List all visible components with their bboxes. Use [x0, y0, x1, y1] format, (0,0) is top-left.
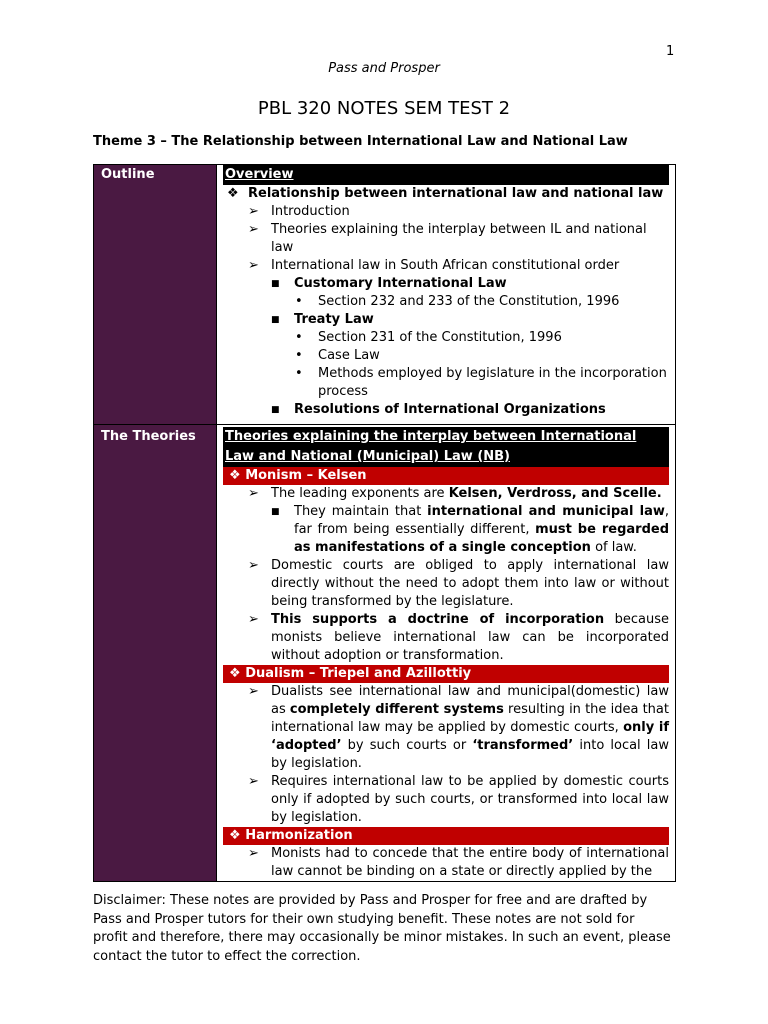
outline-item: ➢ Theories explaining the interplay between IL and national law — [248, 222, 647, 255]
arrow-bullet-icon: ➢ — [248, 204, 259, 219]
theories-row — [94, 425, 676, 882]
arrow-bullet-icon: ➢ — [248, 486, 259, 501]
outline-item: ❖ Relationship between international law and national law — [227, 186, 664, 201]
outline-item: ■ Customary International Law — [271, 276, 507, 291]
arrow-bullet-icon: ➢ — [248, 684, 259, 699]
outline-item: • Section 231 of the Constitution, 1996 — [295, 330, 562, 345]
diamond-bullet-icon: ❖ — [229, 828, 246, 843]
outline-item: • Section 232 and 233 of the Constitution, 1996 — [295, 294, 620, 309]
square-bullet-icon: ■ — [271, 315, 280, 325]
dot-bullet-icon: • — [295, 366, 303, 381]
theories-heading: Theories explaining the interplay between International Law and National (Municipal) Law (NB) — [223, 427, 669, 467]
diamond-bullet-icon: ❖ — [229, 468, 246, 483]
notes-table — [93, 164, 676, 882]
theme-heading: Theme 3 – The Relationship between International Law and National Law — [93, 134, 628, 149]
outline-item: ➢ Introduction — [248, 204, 350, 219]
page-header: Pass and Prosper — [328, 61, 440, 76]
monism-heading: ❖ Monism – Kelsen — [223, 467, 669, 485]
outline-item: • Methods employed by legislature in the incorporation process — [295, 366, 667, 399]
arrow-bullet-icon: ➢ — [248, 258, 259, 273]
monism-point: ➢ Domestic courts are obliged to apply international law directly without the need to adopt them into law or without being transformed by the legislature. — [248, 558, 669, 609]
monism-point: ➢ The leading exponents are Kelsen, Verdross, and Scelle. — [248, 486, 662, 501]
document-title: PBL 320 NOTES SEM TEST 2 — [257, 98, 511, 119]
arrow-bullet-icon: ➢ — [248, 558, 259, 573]
outline-row — [94, 165, 676, 425]
arrow-bullet-icon: ➢ — [248, 846, 259, 861]
page-number: 1 — [666, 44, 675, 59]
outline-label: Outline — [94, 165, 217, 425]
dot-bullet-icon: • — [295, 348, 303, 363]
monism-point: ■ They maintain that international and municipal law, far from being essentially different, must be regarded as manifestations of a single conception of law. — [271, 504, 670, 555]
arrow-bullet-icon: ➢ — [248, 612, 259, 627]
square-bullet-icon: ■ — [271, 405, 280, 415]
diamond-bullet-icon: ❖ — [227, 186, 239, 201]
square-bullet-icon: ■ — [271, 507, 280, 517]
theories-content — [217, 425, 676, 882]
dualism-heading: ❖ Dualism – Triepel and Azillottiy — [223, 665, 669, 683]
arrow-bullet-icon: ➢ — [248, 222, 259, 237]
disclaimer-text: Disclaimer: These notes are provided by Pass and Prosper for free and are drafted by Pass and Prosper tutors for their own studying benefit. These notes are not sold for profit and therefore, there may occasionally be minor mistakes. In such an event, please contact the tutor to effect the correction. — [93, 893, 671, 964]
theories-label: The Theories — [94, 425, 217, 882]
outline-item: • Case Law — [295, 348, 380, 363]
dot-bullet-icon: • — [295, 330, 303, 345]
dualism-point: ➢ Dualists see international law and municipal(domestic) law as completely different systems resulting in the idea that international law may be applied by domestic courts, only if ‘adopted’ by such courts or ‘transformed’ into local law by legislation. — [248, 684, 669, 771]
outline-item: ■ Resolutions of International Organizations — [271, 402, 606, 417]
harmonization-heading: ❖ Harmonization — [223, 827, 669, 845]
arrow-bullet-icon: ➢ — [248, 774, 259, 789]
dualism-point: ➢ Requires international law to be applied by domestic courts only if adopted by such courts, or transformed into local law by legislation. — [248, 774, 669, 825]
dot-bullet-icon: • — [295, 294, 303, 309]
outline-item: ➢ International law in South African constitutional order — [248, 258, 620, 273]
square-bullet-icon: ■ — [271, 279, 280, 289]
outline-item: ■ Treaty Law — [271, 312, 374, 327]
diamond-bullet-icon: ❖ — [229, 666, 246, 681]
overview-heading: Overview — [223, 165, 669, 185]
outline-content — [217, 165, 676, 425]
harmonization-point: ➢ Monists had to concede that the entire body of international law cannot be binding on a state or directly applied by the — [248, 846, 669, 879]
monism-point: ➢ This supports a doctrine of incorporation because monists believe international law can be incorporated without adoption or transformation. — [248, 612, 669, 663]
